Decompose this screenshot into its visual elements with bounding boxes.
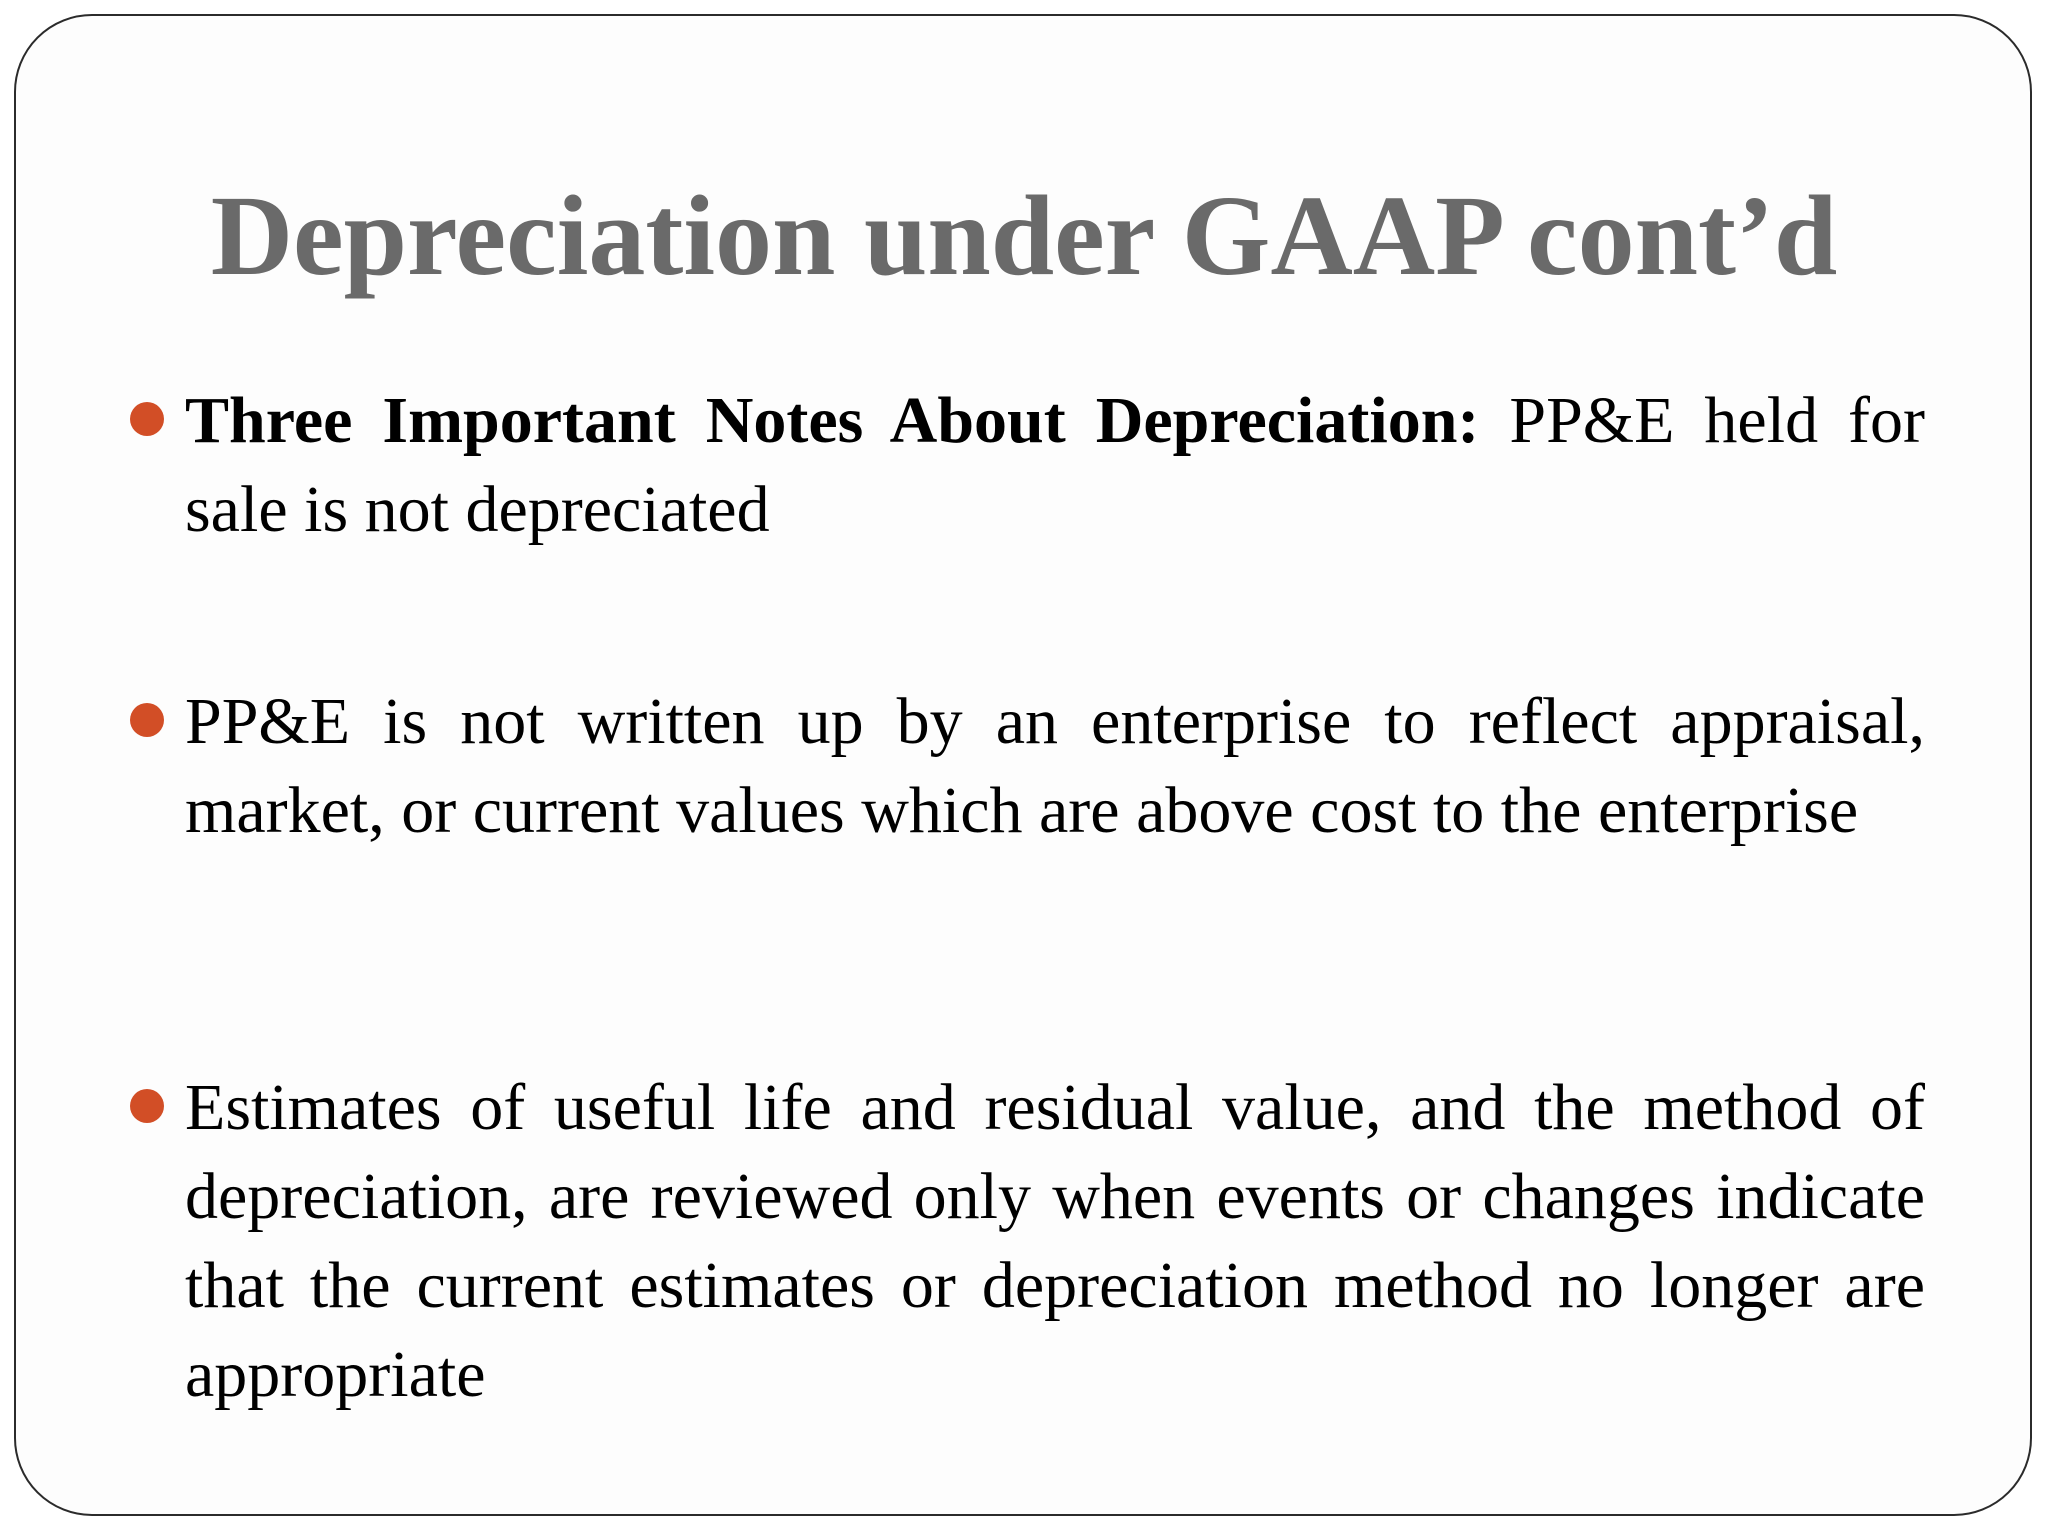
bullet-body-text: Estimates of useful life and residual value, and the method of depreciation, are reviewed only when events or changes indicate that the current estimates or depreciation method no longer are appropriate [185,1071,1925,1411]
bullet-dot-icon [130,402,164,436]
bullet-body-text: PP&E is not written up by an enterprise to reflect appraisal, market, or current values which are above cost to the enterprise [185,685,1925,847]
slide-title: Depreciation under GAAP cont’d [210,172,1838,299]
bullet-body-text: PP&E held for sale is not depreciated [185,384,1926,546]
bullet-dot-icon [130,1089,164,1123]
bullet-item-not-written-up [185,677,1925,855]
bullet-item-held-for-sale [185,376,1925,554]
bullet-lead-text: Three Important Notes About Depreciation: [185,384,1480,457]
bullet-item-estimates-reviewed [185,1063,1925,1419]
bullet-dot-icon [130,703,164,737]
